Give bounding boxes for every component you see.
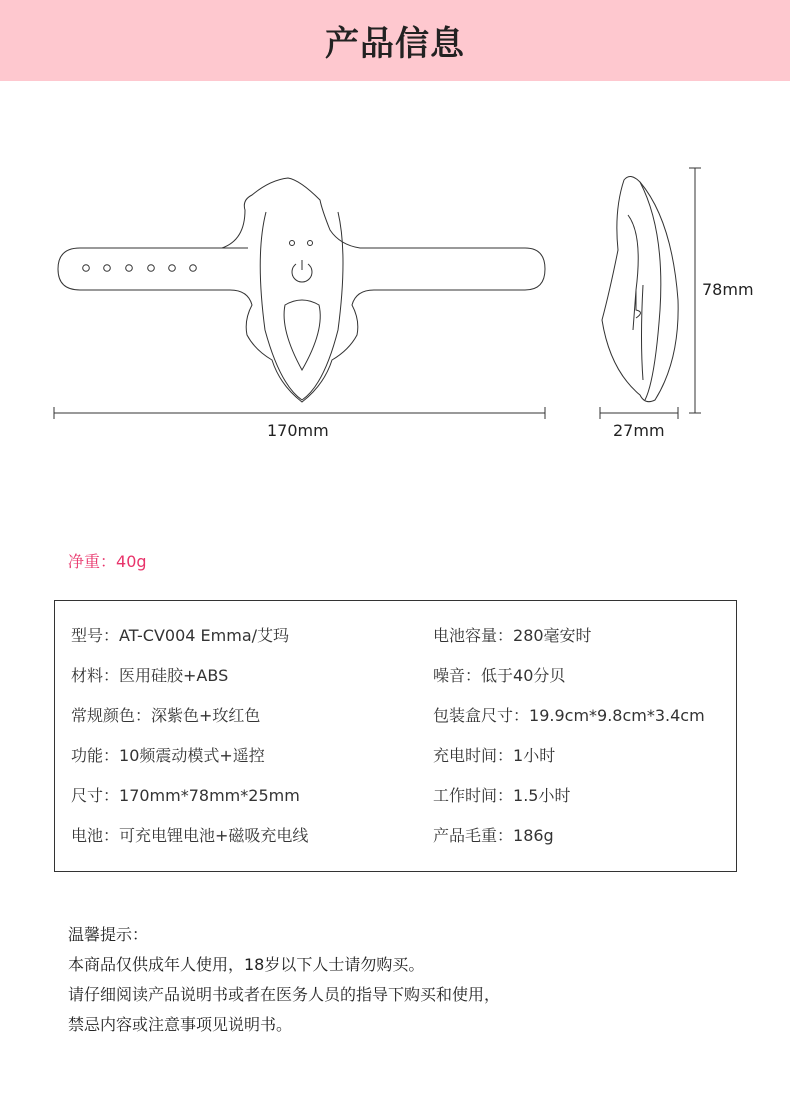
spec-value: 1.5小时 xyxy=(513,786,571,805)
spec-gross-weight xyxy=(433,823,554,846)
spec-value: 低于40分贝 xyxy=(481,666,566,685)
side-view-drawing xyxy=(600,168,701,419)
spec-label: 电池： xyxy=(71,826,120,845)
spec-label: 尺寸： xyxy=(71,786,120,805)
notice-section xyxy=(68,920,500,1040)
spec-size xyxy=(71,783,300,806)
depth-label: 27mm xyxy=(613,421,665,440)
net-weight-value: 40g xyxy=(116,552,147,571)
spec-label: 常规颜色： xyxy=(71,706,152,725)
spec-label: 电池容量： xyxy=(433,626,514,645)
front-view-drawing xyxy=(54,178,545,419)
spec-battery xyxy=(71,823,308,846)
notice-line: 本商品仅供成年人使用，18岁以下人士请勿购买。 xyxy=(68,955,425,974)
spec-value: 170mm*78mm*25mm xyxy=(119,786,300,805)
spec-label: 功能： xyxy=(71,746,120,765)
height-dimension-line xyxy=(689,168,701,413)
page-title: 产品信息 xyxy=(325,24,465,64)
header-banner xyxy=(0,0,790,81)
spec-table xyxy=(54,600,737,872)
notice-line: 请仔细阅读产品说明书或者在医务人员的指导下购买和使用， xyxy=(68,985,501,1004)
spec-label: 充电时间： xyxy=(433,746,514,765)
product-line-drawing xyxy=(0,150,790,430)
spec-box-size xyxy=(433,703,705,726)
spec-function xyxy=(71,743,265,766)
spec-value: AT-CV004 Emma/艾玛 xyxy=(119,626,290,645)
notice-line: 禁忌内容或注意事项见说明书。 xyxy=(68,1015,293,1034)
spec-value: 186g xyxy=(513,826,554,845)
depth-dimension-line xyxy=(600,407,678,419)
spec-charge-time xyxy=(433,743,555,766)
spec-value: 280毫安时 xyxy=(513,626,592,645)
spec-battery-capacity xyxy=(433,623,592,646)
width-dimension-line xyxy=(54,407,545,419)
notice-title: 温馨提示： xyxy=(68,925,149,944)
width-label: 170mm xyxy=(267,421,329,440)
spec-value: 深紫色+玫红色 xyxy=(151,706,261,725)
spec-value: 10频震动模式+遥控 xyxy=(119,746,265,765)
spec-label: 工作时间： xyxy=(433,786,514,805)
net-weight xyxy=(68,549,147,572)
spec-label: 材料： xyxy=(71,666,120,685)
spec-label: 包装盒尺寸： xyxy=(433,706,530,725)
net-weight-label: 净重： xyxy=(68,552,117,571)
height-label: 78mm xyxy=(702,280,754,299)
spec-value: 19.9cm*9.8cm*3.4cm xyxy=(529,706,705,725)
spec-work-time xyxy=(433,783,570,806)
spec-model xyxy=(71,623,289,646)
spec-value: 1小时 xyxy=(513,746,556,765)
spec-noise xyxy=(433,663,565,686)
spec-label: 产品毛重： xyxy=(433,826,514,845)
spec-color xyxy=(71,703,260,726)
spec-value: 医用硅胶+ABS xyxy=(119,666,229,685)
spec-label: 型号： xyxy=(71,626,120,645)
spec-value: 可充电锂电池+磁吸充电线 xyxy=(119,826,309,845)
spec-material xyxy=(71,663,228,686)
spec-label: 噪音： xyxy=(433,666,482,685)
